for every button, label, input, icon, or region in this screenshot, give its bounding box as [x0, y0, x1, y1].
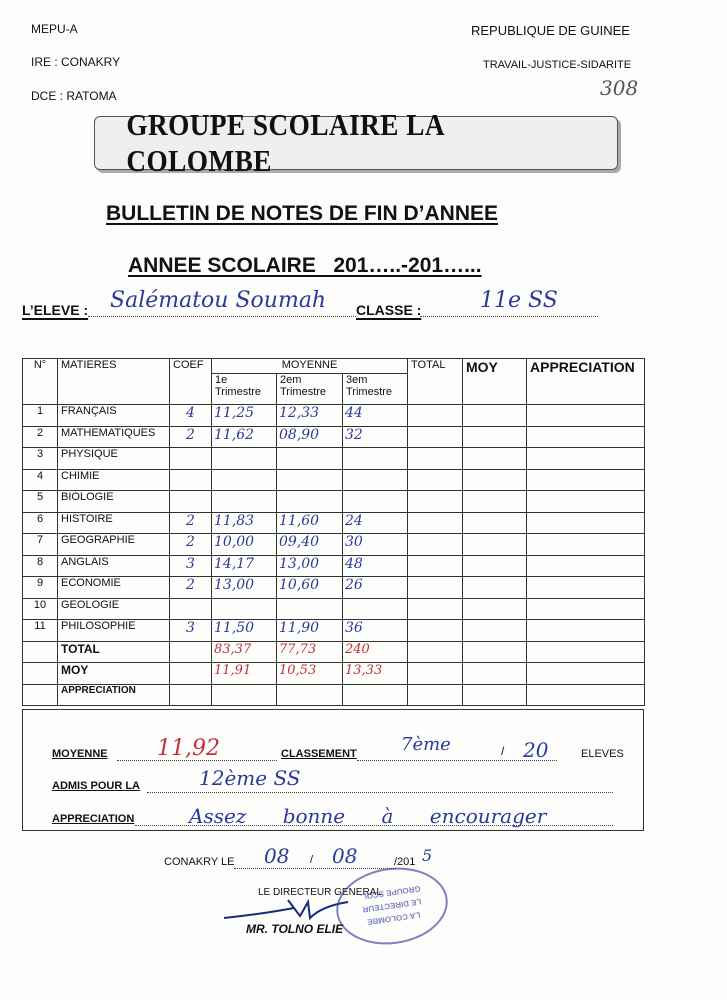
- header-total: TOTAL: [408, 359, 463, 405]
- table-row: [23, 620, 645, 642]
- rank-value: 7ème: [401, 734, 451, 755]
- grade-t2: 11,90: [277, 620, 343, 642]
- dce-label: DCE : RATOMA: [31, 89, 117, 103]
- header-t1: 1e Trimestre: [212, 374, 277, 405]
- subject-name: PHYSIQUE: [58, 448, 170, 470]
- row-number: 11: [23, 620, 58, 642]
- subject-name: GEOLOGIE: [58, 598, 170, 620]
- student-label: L’ELEVE :: [22, 302, 89, 318]
- grade-t3: [343, 469, 408, 491]
- grade-t1: [212, 598, 277, 620]
- bulletin-title: BULLETIN DE NOTES DE FIN D’ANNEE: [106, 202, 499, 225]
- table-row: [23, 512, 645, 534]
- grade-t2: 08,90: [277, 426, 343, 448]
- row-number: 10: [23, 598, 58, 620]
- coef-value: [170, 448, 212, 470]
- row-number: 4: [23, 469, 58, 491]
- row-number: 7: [23, 534, 58, 556]
- grade-t3: 36: [343, 620, 408, 642]
- grade-t1: 11,62: [212, 426, 277, 448]
- row-number: 6: [23, 512, 58, 534]
- row-number: 9: [23, 577, 58, 599]
- grade-t3: [343, 448, 408, 470]
- moyenne-value: 11,92: [157, 736, 220, 761]
- student-line: [22, 290, 602, 320]
- header-appreciation: APPRECIATION: [527, 359, 645, 405]
- summary-box: MOYENNE 11,92 CLASSEMENT 7ème / 20 ELEVES ADMIS POUR LA 12ème SS APPRECIATION Assez bonne à encourager: [22, 709, 644, 831]
- coef-value: 2: [170, 577, 212, 599]
- admis-label: ADMIS POUR LA: [52, 780, 140, 792]
- table-row: [23, 555, 645, 577]
- table-row: [23, 448, 645, 470]
- grade-t2: 12,33: [277, 405, 343, 427]
- eleves-label: ELEVES: [581, 748, 624, 760]
- director-signature: [222, 896, 352, 924]
- header-t3: 3em Trimestre: [343, 374, 408, 405]
- moy-label: MOY: [58, 663, 170, 685]
- table-row: [23, 598, 645, 620]
- coef-value: [170, 598, 212, 620]
- header-coef: COEF: [170, 359, 212, 405]
- subject-name: PHILOSOPHIE: [58, 620, 170, 642]
- grade-t1: 10,00: [212, 534, 277, 556]
- school-name: GROUPE SCOLAIRE LA COLOMBE: [126, 107, 444, 178]
- coef-value: 2: [170, 512, 212, 534]
- row-number: 2: [23, 426, 58, 448]
- student-class: 11e SS: [480, 288, 558, 313]
- subject-name: GEOGRAPHIE: [58, 534, 170, 556]
- coef-value: 2: [170, 426, 212, 448]
- grade-t2: [277, 469, 343, 491]
- grade-t1: 11,83: [212, 512, 277, 534]
- grade-t1: [212, 448, 277, 470]
- class-label: CLASSE :: [356, 302, 422, 318]
- grade-t3: 26: [343, 577, 408, 599]
- subject-name: FRANÇAIS: [58, 405, 170, 427]
- grade-t3: 48: [343, 555, 408, 577]
- classement-label: CLASSEMENT: [281, 748, 357, 760]
- header-subjects: MATIERES: [58, 359, 170, 405]
- subject-name: BIOLOGIE: [58, 491, 170, 513]
- admis-value: 12ème SS: [199, 766, 301, 790]
- stamp-top: LA COLOMBE: [366, 910, 421, 928]
- header-moy: MOY: [463, 359, 527, 405]
- school-year: ANNEE SCOLAIRE 201…..-201…...: [128, 254, 482, 277]
- coef-value: [170, 491, 212, 513]
- grade-t2: 09,40: [277, 534, 343, 556]
- grade-t2: [277, 491, 343, 513]
- student-name: Salématou Soumah: [110, 288, 327, 313]
- subject-name: ECONOMIE: [58, 577, 170, 599]
- school-stamp: [331, 861, 452, 952]
- row-number: 8: [23, 555, 58, 577]
- total-t2: 77,73: [277, 641, 343, 663]
- class-count: 20: [523, 738, 549, 762]
- appreciation-row-label: APPRECIATION: [58, 684, 170, 706]
- country-label: REPUBLIQUE DE GUINEE: [471, 23, 630, 38]
- header-moyenne: MOYENNE: [212, 359, 408, 374]
- grade-t3: 44: [343, 405, 408, 427]
- moy-t3: 13,33: [343, 663, 408, 685]
- ministry-label: MEPU-A: [31, 22, 78, 36]
- total-label: TOTAL: [58, 641, 170, 663]
- grade-t2: [277, 448, 343, 470]
- moy-t2: 10,53: [277, 663, 343, 685]
- grade-t3: 32: [343, 426, 408, 448]
- table-row: [23, 469, 645, 491]
- grade-t1: [212, 469, 277, 491]
- total-t1: 83,37: [212, 641, 277, 663]
- date-line: CONAKRY LE 08 / 08 /201 5: [164, 844, 433, 868]
- stamp-mid: LE DIRECTEUR: [362, 897, 422, 915]
- coef-value: 2: [170, 534, 212, 556]
- subject-name: CHIMIE: [58, 469, 170, 491]
- grade-t1: 11,50: [212, 620, 277, 642]
- grade-t1: 13,00: [212, 577, 277, 599]
- subject-name: HISTOIRE: [58, 512, 170, 534]
- header-no: N°: [23, 359, 58, 405]
- coef-value: 3: [170, 620, 212, 642]
- header-t2: 2em Trimestre: [277, 374, 343, 405]
- total-t3: 240: [343, 641, 408, 663]
- appreciation-label: APPRECIATION: [52, 813, 135, 825]
- ire-label: IRE : CONAKRY: [31, 55, 121, 69]
- director-name: MR. TOLNO ELIE: [246, 922, 344, 936]
- grade-t3: 30: [343, 534, 408, 556]
- coef-value: [170, 469, 212, 491]
- date-year-suffix: 5: [422, 846, 433, 865]
- director-title: LE DIRECTEUR GENERAL: [258, 887, 382, 898]
- grade-t2: [277, 598, 343, 620]
- coef-value: 4: [170, 405, 212, 427]
- grade-t1: 11,25: [212, 405, 277, 427]
- grade-t3: 24: [343, 512, 408, 534]
- date-year-prefix: /201: [394, 856, 416, 868]
- grade-t2: 11,60: [277, 512, 343, 534]
- grade-t1: [212, 491, 277, 513]
- table-row: [23, 405, 645, 427]
- subject-name: ANGLAIS: [58, 555, 170, 577]
- table-row: [23, 577, 645, 599]
- row-number: 1: [23, 405, 58, 427]
- row-number: 3: [23, 448, 58, 470]
- grades-table: [22, 358, 645, 706]
- date-day: 08: [264, 844, 290, 868]
- grade-t2: 10,60: [277, 577, 343, 599]
- date-month: 08: [332, 844, 358, 868]
- motto-label: TRAVAIL-JUSTICE-SIDARITE: [483, 59, 632, 71]
- coef-value: 3: [170, 555, 212, 577]
- grade-t3: [343, 598, 408, 620]
- moy-t1: 11,91: [212, 663, 277, 685]
- school-name-box: [94, 107, 618, 178]
- appreciation-value: Assez bonne à encourager: [189, 804, 547, 828]
- table-row: [23, 491, 645, 513]
- table-row: [23, 426, 645, 448]
- document-number: 308: [600, 76, 639, 100]
- grade-t3: [343, 491, 408, 513]
- subject-name: MATHEMATIQUES: [58, 426, 170, 448]
- grade-t1: 14,17: [212, 555, 277, 577]
- row-number: 5: [23, 491, 58, 513]
- table-row: [23, 534, 645, 556]
- place-label: CONAKRY LE: [164, 856, 235, 868]
- stamp-bottom: GROUPE SCOL.: [359, 884, 422, 902]
- moyenne-label: MOYENNE: [52, 748, 108, 760]
- grade-t2: 13,00: [277, 555, 343, 577]
